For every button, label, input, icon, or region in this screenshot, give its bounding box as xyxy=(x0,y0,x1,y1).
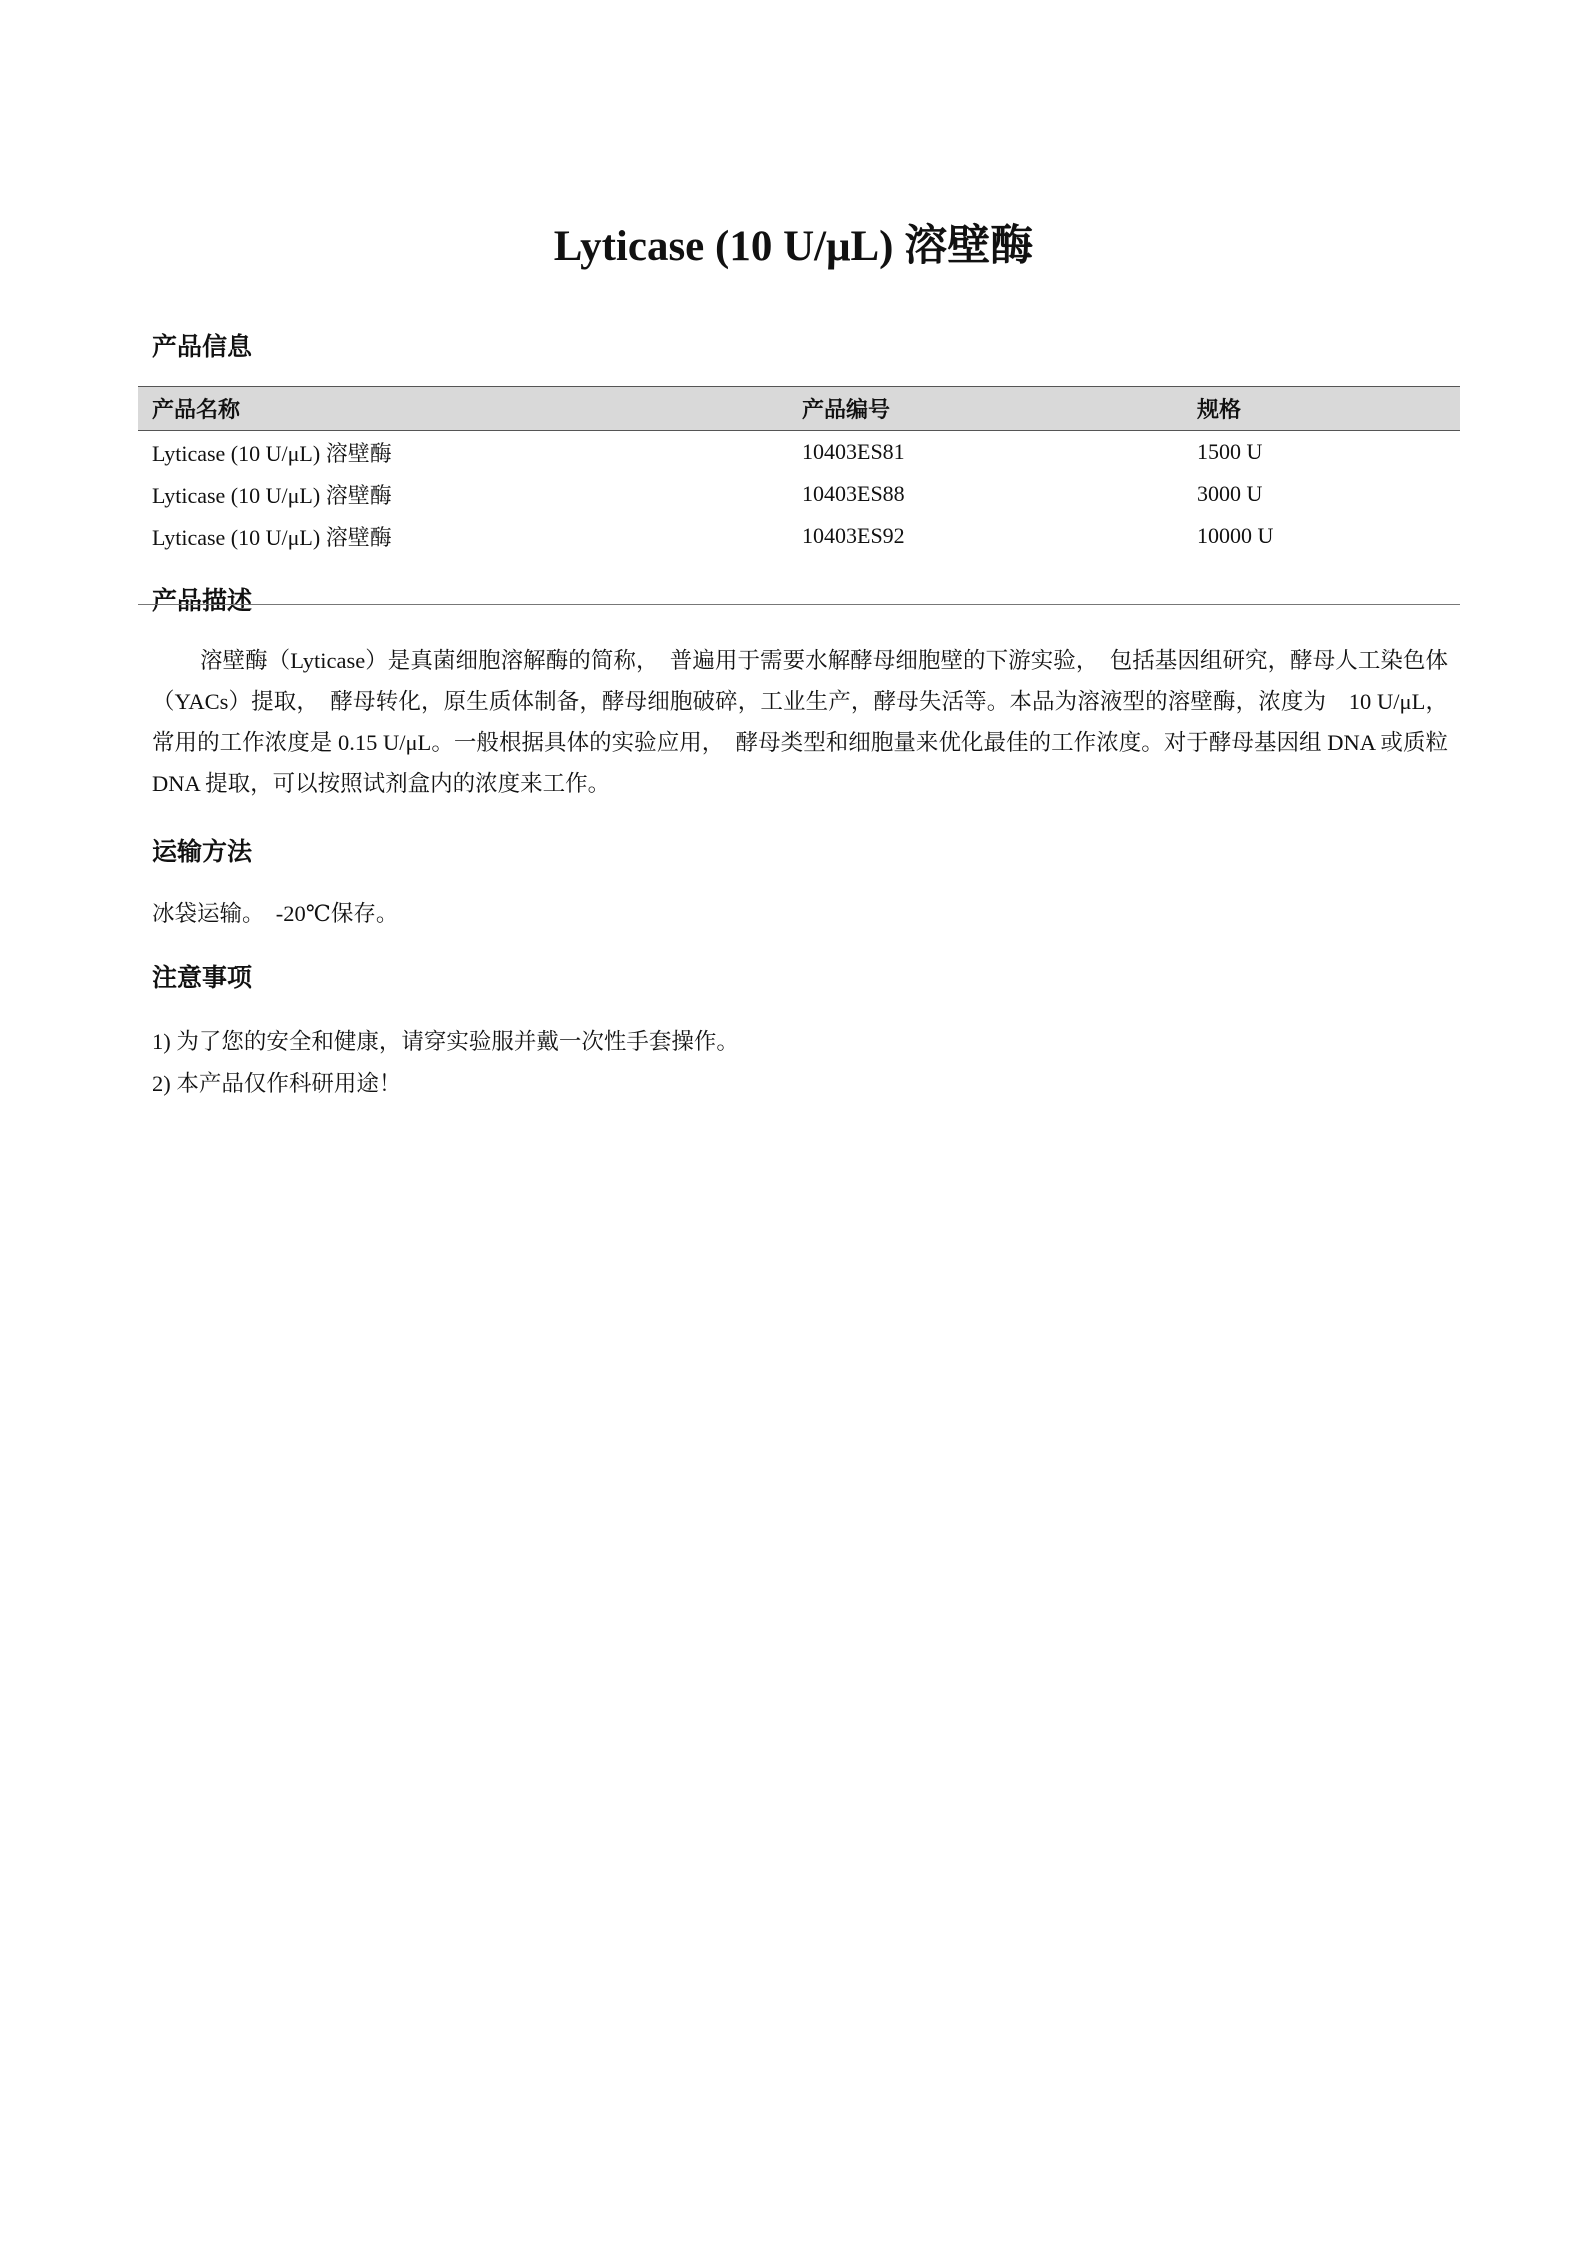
cell-product-name: Lyticase (10 U/μL) 溶壁酶 xyxy=(152,524,392,550)
description-heading: 产品描述 xyxy=(152,586,253,615)
table-row xyxy=(138,473,1460,515)
product-info-heading: 产品信息 xyxy=(152,332,253,361)
description-paragraph: 溶壁酶（Lyticase）是真菌细胞溶解酶的简称， 普遍用于需要水解酵母细胞壁的下游实验， 包括基因组研究，酵母人工染色体（YACs）提取， 酵母转化，原生质体制备，酵母细胞破碎，工业生产，酵母失活等。本品为溶液型的溶壁酶，浓度为 10 U/μL，常用的工作浓度是 0.15 U/μL。一般根据具体的实验应用， 酵母类型和细胞量来优化最佳的工作浓度。对于酵母基因组 DNA 或质粒 DNA 提取，可以按照试剂盒内的浓度来工作。 xyxy=(152,648,1448,796)
note-item-2: 2) 本产品仅作科研用途！ xyxy=(152,1071,402,1096)
header-specification: 规格 xyxy=(1197,387,1460,431)
cell-product-name: Lyticase (10 U/μL) 溶壁酶 xyxy=(152,482,392,508)
note-item-1: 1) 为了您的安全和健康，请穿实验服并戴一次性手套操作。 xyxy=(152,1029,739,1054)
shipping-text: 冰袋运输。 -20℃保存。 xyxy=(152,901,399,926)
table-row xyxy=(138,431,1460,474)
notes-heading: 注意事项 xyxy=(152,963,253,992)
product-table xyxy=(138,386,1460,557)
cell-product-code: 10403ES92 xyxy=(802,523,905,548)
table-header-row xyxy=(138,387,1460,431)
cell-product-code: 10403ES88 xyxy=(802,481,905,506)
table-row xyxy=(138,515,1460,557)
document-title: Lyticase (10 U/μL) 溶壁酶 xyxy=(553,223,1034,270)
shipping-heading: 运输方法 xyxy=(152,837,253,866)
header-product-code: 产品编号 xyxy=(802,387,1197,431)
cell-specification: 10000 U xyxy=(1197,523,1274,548)
header-product-name: 产品名称 xyxy=(138,387,802,431)
cell-product-code: 10403ES81 xyxy=(802,439,905,464)
description-divider xyxy=(138,604,1460,605)
cell-specification: 3000 U xyxy=(1197,481,1263,506)
cell-specification: 1500 U xyxy=(1197,439,1263,464)
cell-product-name: Lyticase (10 U/μL) 溶壁酶 xyxy=(152,440,392,466)
